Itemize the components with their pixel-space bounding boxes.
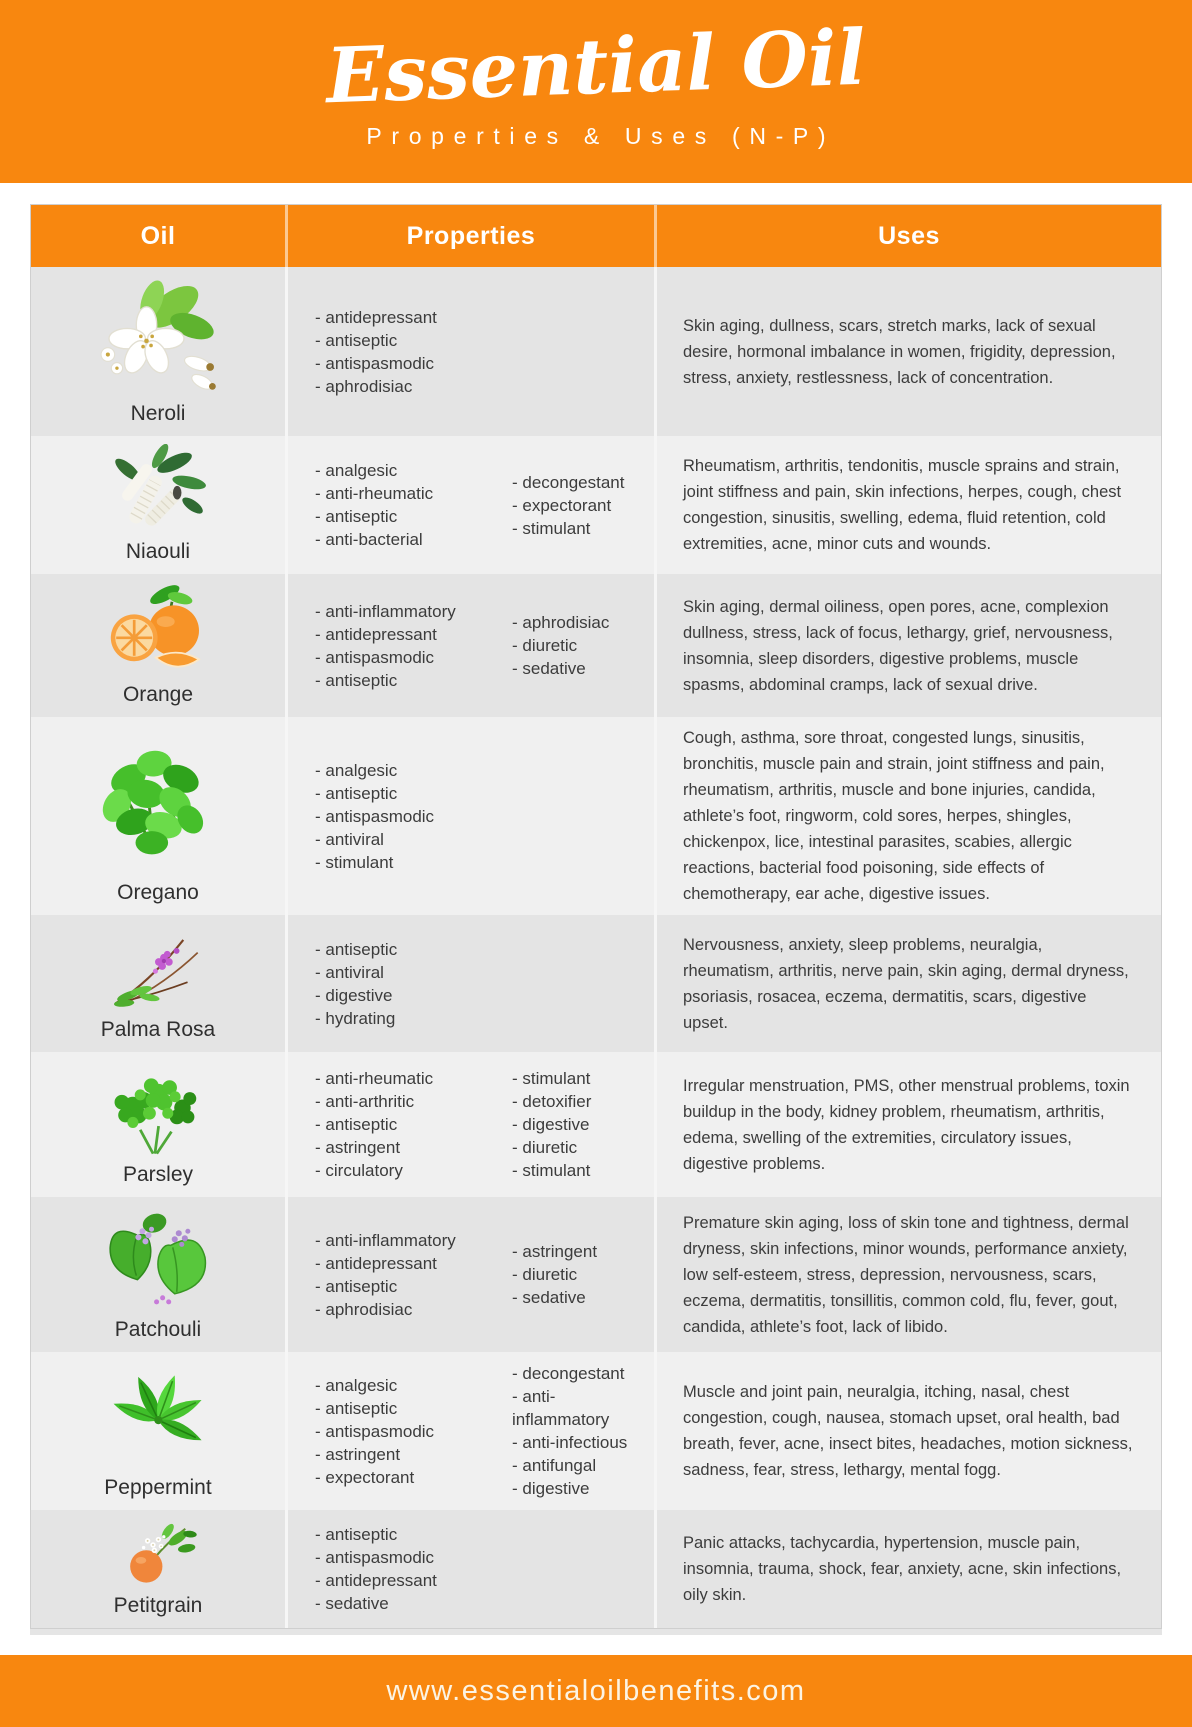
uses-cell — [657, 574, 1161, 717]
property-item: - sedative — [512, 659, 586, 678]
property-item: - anti-inflammatory — [315, 1230, 456, 1250]
property-item: - antispasmodic — [315, 806, 435, 826]
oil-row-neroli — [31, 267, 1161, 436]
properties-list-1 — [315, 306, 512, 398]
property-item: - antidepressant — [315, 307, 437, 327]
property-item: - antiseptic — [315, 507, 398, 526]
property-item: - anti-rheumatic — [315, 484, 434, 503]
property-item: - antiviral — [315, 829, 384, 849]
property-item: - digestive — [512, 1479, 590, 1498]
uses-text: Skin aging, dullness, scars, stretch marks, lack of sexual desire, hormonal imbalance in women, frigidity, depression, stress, anxiety, restlessness, lack of concentration. — [683, 316, 1116, 387]
property-item: - antispasmodic — [315, 353, 435, 373]
parsley-bunch-photo-icon — [98, 1060, 217, 1161]
column-header-properties: Properties — [288, 205, 657, 267]
properties-cell — [288, 1052, 657, 1197]
oil-cell — [31, 1052, 288, 1197]
uses-text: Skin aging, dermal oiliness, open pores, acne, complexion dullness, stress, lack of focus, lethargy, grief, nervousness, insomnia, sleep disorders, digestive problems, muscle spasms, abdominal cramps, lack of sexual drive. — [683, 597, 1113, 694]
oil-row-peppermint — [31, 1352, 1161, 1510]
page-header — [0, 0, 1192, 183]
property-item: - antidepressant — [315, 624, 437, 644]
uses-cell — [657, 436, 1161, 574]
neroli-blossom-photo-icon — [84, 275, 232, 400]
property-item: - diuretic — [512, 1138, 578, 1157]
uses-cell — [657, 1352, 1161, 1510]
properties-list-1 — [315, 600, 512, 692]
properties-cell — [288, 1352, 657, 1510]
property-item: - diuretic — [512, 1265, 578, 1284]
oil-row-oregano — [31, 717, 1161, 915]
uses-cell — [657, 267, 1161, 436]
property-item: - expectorant — [512, 495, 612, 515]
properties-cell — [288, 267, 657, 436]
property-item: - antiseptic — [315, 1276, 398, 1296]
properties-cell — [288, 436, 657, 574]
property-item: - antiseptic — [315, 330, 398, 350]
property-item: - antiseptic — [315, 1115, 398, 1134]
property-item: - circulatory — [315, 1161, 403, 1180]
properties-list-1 — [315, 1067, 512, 1182]
property-item: - digestive — [512, 1115, 590, 1134]
oil-table — [30, 204, 1162, 1629]
properties-list-1 — [315, 1229, 512, 1321]
uses-text: Irregular menstruation, PMS, other menstrual problems, toxin buildup in the body, kidney problem, rheumatism, arthritis, edema, swelling of the extremities, circulatory issues, digestive problems. — [683, 1076, 1130, 1173]
properties-cell — [288, 1510, 657, 1628]
property-item: - analgesic — [315, 760, 398, 780]
property-item: - stimulant — [315, 852, 394, 872]
property-item: - anti-infectious — [512, 1433, 628, 1452]
uses-cell — [657, 717, 1161, 915]
property-item: - stimulant — [512, 1161, 591, 1180]
oil-name: Neroli — [130, 402, 186, 425]
properties-cell — [288, 574, 657, 717]
property-item: - hydrating — [315, 1008, 396, 1028]
oil-name: Niaouli — [125, 540, 191, 563]
oil-cell — [31, 1197, 288, 1352]
property-item: - astringent — [315, 1138, 401, 1157]
oil-row-niaouli — [31, 436, 1161, 574]
uses-cell — [657, 915, 1161, 1052]
page-footer — [0, 1655, 1192, 1727]
property-item: - astringent — [512, 1242, 598, 1261]
property-item: - aphrodisiac — [315, 1299, 413, 1319]
column-header-oil: Oil — [31, 205, 288, 267]
table-header-row — [31, 205, 1161, 267]
property-item: - antidepressant — [315, 1253, 437, 1273]
uses-text: Panic attacks, tachycardia, hypertension, muscle pain, insomnia, trauma, shock, fear, anxiety, acne, skin infections, oily skin. — [683, 1534, 1122, 1604]
column-header-uses: Uses — [878, 221, 940, 250]
uses-text: Rheumatism, arthritis, tendonitis, muscle sprains and strain, joint stiffness and pain, skin infections, herpes, cough, chest congestion, sinusitis, swelling, edema, fluid retention, cold extremities, acne, minor cuts and wounds. — [683, 457, 1122, 553]
oregano-leaves-photo-icon — [82, 725, 233, 879]
properties-cell — [288, 915, 657, 1052]
properties-list-2 — [512, 1240, 650, 1309]
page-subtitle: Properties & Uses (N-P) — [366, 123, 836, 149]
oil-cell — [31, 1352, 288, 1510]
oil-row-parsley — [31, 1052, 1161, 1197]
properties-list-1 — [315, 1523, 512, 1615]
oil-cell — [31, 267, 288, 436]
properties-list-1 — [315, 1374, 512, 1489]
oil-row-patchouli — [31, 1197, 1161, 1352]
properties-list-2 — [512, 1362, 650, 1500]
property-item: - antiseptic — [315, 670, 398, 690]
peppermint-leaves-photo-icon — [91, 1360, 226, 1474]
property-item: - stimulant — [512, 1069, 591, 1088]
uses-text: Muscle and joint pain, neuralgia, itching, nasal, chest congestion, cough, nausea, stomach upset, oral health, bad breath, fever, acne, insect bites, headaches, motion sickness, sadness, fear, stress, lethargy, mental fogg. — [683, 1383, 1133, 1479]
oil-name: Palma Rosa — [100, 1018, 216, 1041]
property-item: - anti-inflammatory — [512, 1387, 610, 1429]
patchouli-plant-photo-icon — [92, 1205, 223, 1316]
uses-cell — [657, 1052, 1161, 1197]
property-item: - antispasmodic — [315, 647, 435, 667]
property-item: - aphrodisiac — [315, 376, 413, 396]
properties-list-1 — [315, 459, 512, 551]
property-item: - antispasmodic — [315, 1421, 435, 1441]
property-item: - antiseptic — [315, 939, 398, 959]
property-item: - antiseptic — [315, 1398, 398, 1418]
oil-name: Peppermint — [104, 1476, 212, 1499]
uses-cell — [657, 1197, 1161, 1352]
property-item: - stimulant — [512, 518, 591, 538]
property-item: - anti-inflammatory — [315, 601, 456, 621]
uses-cell — [657, 1510, 1161, 1628]
property-item: - decongestant — [512, 1364, 625, 1383]
oil-cell — [31, 915, 288, 1052]
uses-text: Premature skin aging, loss of skin tone and tightness, dermal dryness, skin infections, minor wounds, performance anxiety, low self-esteem, stress, depression, nervousness, scars, eczema, dermatitis, tonsillitis, common cold, flu, fever, gout, candida, athlete’s foot, lack of libido. — [683, 1213, 1129, 1336]
oil-name: Oregano — [117, 881, 199, 904]
property-item: - antidepressant — [315, 1571, 437, 1590]
table-rows — [31, 267, 1161, 1628]
footer-url: www.essentialoilbenefits.com — [386, 1674, 806, 1707]
niaouli-bottlebrush-photo-icon — [102, 444, 213, 538]
property-item: - decongestant — [512, 472, 625, 492]
property-item: - antiseptic — [315, 783, 398, 803]
property-item: - sedative — [315, 1594, 389, 1613]
oil-row-petitgrain — [31, 1510, 1161, 1628]
oil-cell — [31, 436, 288, 574]
oil-name: Petitgrain — [113, 1594, 203, 1617]
uses-text: Cough, asthma, sore throat, congested lungs, sinusitis, bronchitis, muscle pain and strain, joint stiffness and pain, rheumatism, arthritis, muscle and bone injuries, candida, athlete’s foot, ringworm, cold sores, herpes, shingles, chickenpox, lice, intestinal parasites, scabies, allergic reactions, bacterial food poisoning, side effects of chemotherapy, ear ache, digestive issues. — [683, 729, 1105, 903]
properties-list-2 — [512, 1067, 650, 1182]
property-item: - antispasmodic — [315, 1548, 435, 1567]
properties-list-2 — [512, 611, 650, 680]
property-item: - anti-bacterial — [315, 530, 423, 549]
property-item: - antifungal — [512, 1456, 597, 1475]
property-item: - digestive — [315, 985, 393, 1005]
properties-list-2 — [512, 471, 650, 540]
oil-cell — [31, 717, 288, 915]
oil-cell — [31, 1510, 288, 1628]
properties-list-1 — [315, 938, 512, 1030]
properties-list-1 — [315, 759, 512, 874]
page-title: Essential Oil — [324, 12, 868, 121]
property-item: - anti-arthritic — [315, 1092, 415, 1111]
oil-row-palma-rosa — [31, 915, 1161, 1052]
property-item: - sedative — [512, 1288, 586, 1307]
property-item: - anti-rheumatic — [315, 1069, 434, 1088]
palma-rosa-flower-photo-icon — [103, 923, 213, 1016]
oil-cell — [31, 574, 288, 717]
property-item: - antiviral — [315, 962, 384, 982]
oil-name: Patchouli — [114, 1318, 202, 1341]
properties-cell — [288, 717, 657, 915]
property-item: - antiseptic — [315, 1525, 398, 1544]
property-item: - analgesic — [315, 461, 398, 480]
oil-row-orange — [31, 574, 1161, 717]
property-item: - astringent — [315, 1444, 401, 1464]
oil-name: Orange — [122, 683, 194, 706]
property-item: - expectorant — [315, 1467, 415, 1487]
property-item: - aphrodisiac — [512, 613, 610, 632]
property-item: - diuretic — [512, 636, 578, 655]
uses-text: Nervousness, anxiety, sleep problems, neuralgia, rheumatism, arthritis, nerve pain, skin aging, dermal dryness, psoriasis, rosacea, eczema, dermatitis, scars, digestive upset. — [683, 935, 1129, 1032]
petitgrain-fruit-photo-icon — [114, 1518, 201, 1592]
properties-cell — [288, 1197, 657, 1352]
oil-name: Parsley — [122, 1163, 194, 1186]
orange-fruit-photo-icon — [100, 582, 217, 681]
property-item: - analgesic — [315, 1375, 398, 1395]
property-item: - detoxifier — [512, 1092, 592, 1111]
